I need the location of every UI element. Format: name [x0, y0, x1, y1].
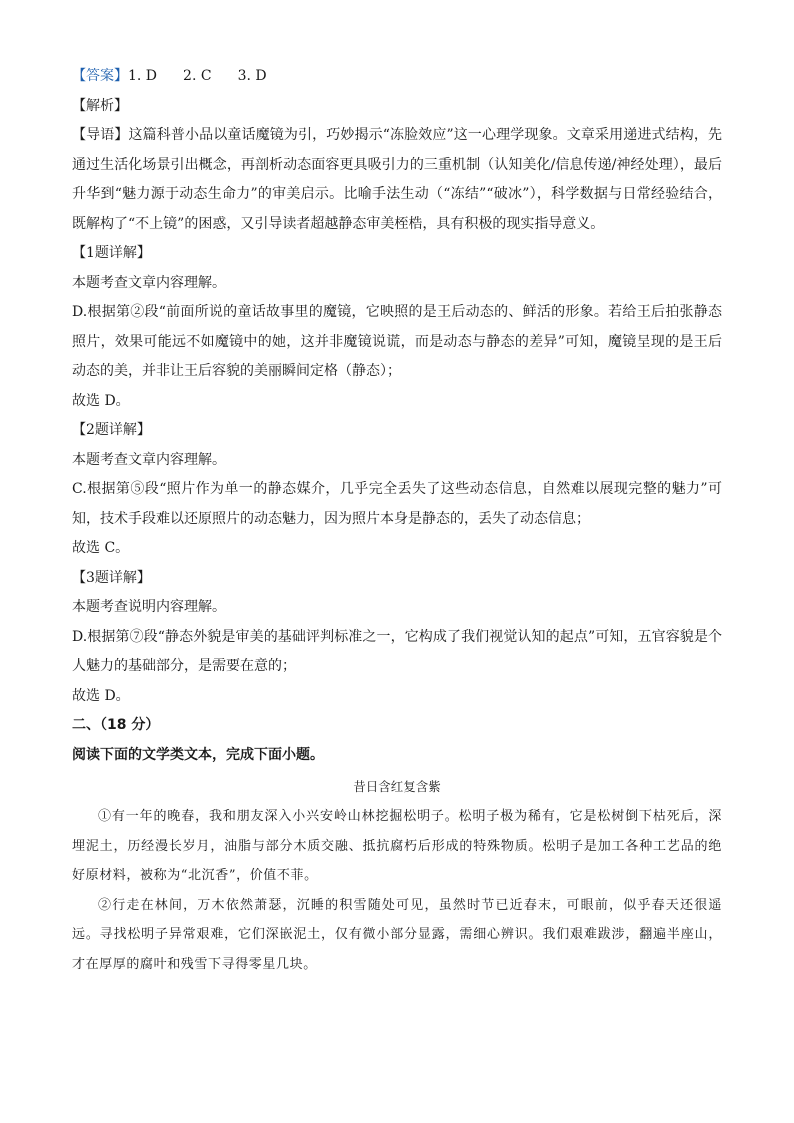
- section2-instruction: 阅读下面的文学类文本，完成下面小题。: [72, 746, 324, 763]
- story-paragraph-1: ①有一年的晚春，我和朋友深入小兴安岭山林挖掘松明子。松明子极为稀有，它是松树倒下枯死后，深埋泥土，历经漫长岁月，油脂与部分木质交融、抵抗腐朽后形成的特殊物质。松明子是加工各种工艺品的绝好原材料，被称为“北沉香”，价值不菲。: [72, 809, 722, 883]
- q2-body: C.根据第⑤段“照片作为单一的静态媒介，几乎完全丢失了这些动态信息，自然难以展现完整的魅力”可知，技术手段难以还原照片的动态魅力，因为照片本身是静态的，丢失了动态信息；: [72, 481, 722, 527]
- q3-body: D.根据第⑦段“静态外貌是审美的基础评判标准之一，它构成了我们视觉认知的起点”可知，五官容貌是个人魅力的基础部分，是需要在意的；: [72, 628, 722, 674]
- q2-choice: 故选 C。: [72, 540, 130, 556]
- answer-item-3: 3. D: [237, 68, 267, 84]
- answer-item-1: 1. D: [128, 68, 158, 84]
- q2-intro: 本题考查文章内容理解。: [72, 451, 226, 468]
- section2-heading: 二、（18 分）: [72, 717, 160, 733]
- answer-label: 【答案】: [72, 68, 128, 84]
- q1-body: D.根据第②段“前面所说的童话故事里的魔镜，它映照的是王后动态的、鲜活的形象。若给王后拍张静态照片，效果可能远不如魔镜中的她，这并非魔镜说谎，而是动态与静态的差异”可知，魔镜呈现的是王后动态的美，并非让王后容貌的美丽瞬间定格（静态）；: [72, 304, 722, 379]
- q3-heading: 【3题详解】: [72, 569, 151, 586]
- analysis-label: 【解析】: [72, 97, 128, 114]
- q1-heading: 【1题详解】: [72, 245, 151, 261]
- document-page: [72, 62, 722, 979]
- q3-choice: 故选 D。: [72, 687, 130, 704]
- story-title: 昔日含红复含紫: [353, 779, 441, 794]
- story-paragraph-2: ②行走在林间，万木依然萧瑟，沉睡的积雪随处可见，虽然时节已近春末，可眼前，似乎春天还很遥远。寻找松明子异常艰难，它们深嵌泥土，仅有微小部分显露，需细心辨识。我们艰难跋涉，翻遍半座山，才在厚厚的腐叶和残雪下寻得零星几块。: [72, 897, 722, 972]
- q1-choice: 故选 D。: [72, 392, 130, 409]
- guide-paragraph: 【导语】这篇科普小品以童话魔镜为引，巧妙揭示“冻脸效应”这一心理学现象。文章采用递进式结构，先通过生活化场景引出概念，再剖析动态面容更具吸引力的三重机制（认知美化/信息传递/神经处理），最后升华到“魅力源于动态生命力”的审美启示。比喻手法生动（“冻结”“破冰”），科学数据与日常经验结合，既解构了“不上镜”的困惑，又引导读者超越静态审美桎梏，具有积极的现实指导意义。: [72, 127, 722, 232]
- q1-intro: 本题考查文章内容理解。: [72, 274, 226, 291]
- answer-item-2: 2. C: [183, 68, 212, 84]
- q2-heading: 【2题详解】: [72, 422, 151, 438]
- answer-line: [72, 62, 722, 92]
- q3-intro: 本题考查说明内容理解。: [72, 599, 226, 615]
